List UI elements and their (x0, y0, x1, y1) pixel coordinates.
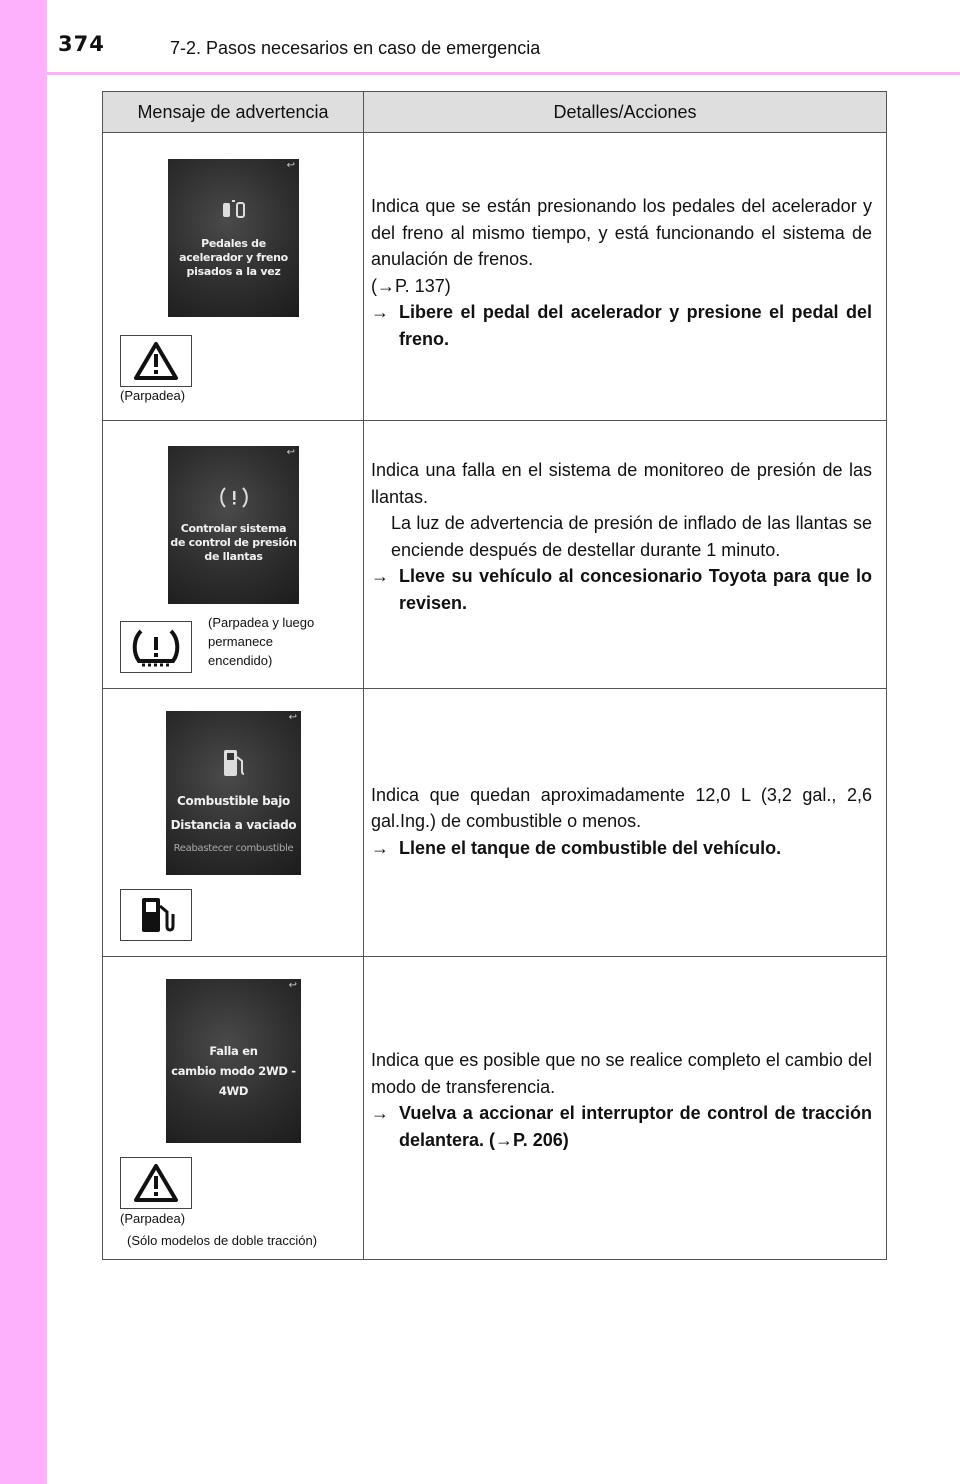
screen-line: Falla en (209, 1044, 258, 1058)
fuel-pump-icon (136, 894, 176, 936)
details-cell (364, 133, 887, 421)
description-note: La luz de advertencia de presión de inflado de las llantas se enciende después de destellar durante 1 minuto. (391, 513, 872, 560)
table-row (103, 957, 887, 1260)
screen-line: de control de presión (170, 536, 297, 549)
action-item (371, 835, 872, 862)
warning-lamp-box (120, 335, 192, 387)
warning-triangle-icon (133, 341, 179, 381)
lamp-note: (Parpadea y luego permanece encendido) (208, 615, 315, 668)
return-icon: ↩ (286, 160, 295, 171)
column-header-details: Detalles/Acciones (364, 92, 887, 133)
screen-line: cambio modo 2WD - 4WD (171, 1064, 296, 1098)
table-row (103, 421, 887, 689)
arrow-icon: → (371, 1103, 389, 1123)
description-text: Indica que se están presionando los pedales del acelerador y del freno al mismo tiempo, y está funcionando el sistema de anulación de frenos. (371, 196, 872, 269)
details-cell (364, 421, 887, 689)
details-cell (364, 689, 887, 957)
table-row (103, 133, 887, 421)
page-number: 374 (58, 32, 105, 56)
message-cell (103, 957, 364, 1260)
return-icon: ↩ (286, 447, 295, 458)
tire-pressure-icon (218, 484, 250, 512)
action-item (371, 563, 872, 616)
lamp-note: (Parpadea) (120, 388, 186, 403)
screen-line: Reabastecer combustible (173, 843, 294, 854)
screen-line: Combustible bajo (177, 794, 290, 808)
screen-line: Distancia a vaciado (170, 818, 297, 832)
arrow-icon: → (371, 302, 389, 322)
screen-line: pisados a la vez (186, 265, 281, 278)
details-cell (364, 957, 887, 1260)
pedals-icon (219, 197, 249, 225)
return-icon: ↩ (288, 712, 297, 723)
action-text: Vuelva a accionar el interruptor de control de tracción delantera. (→P. 206) (399, 1103, 872, 1150)
tire-pressure-lamp-box (120, 621, 192, 673)
display-screen-low-fuel (166, 711, 301, 875)
fuel-lamp-box (120, 889, 192, 941)
fuel-pump-icon (221, 747, 247, 779)
table-row (103, 689, 887, 957)
warning-triangle-icon (133, 1163, 179, 1203)
side-color-strip (0, 0, 47, 1484)
display-screen-pedals (168, 159, 299, 317)
action-text: Lleve su vehículo al concesionario Toyota para que lo revisen. (399, 566, 872, 613)
section-title: 7-2. Pasos necesarios en caso de emergencia (170, 38, 541, 58)
display-screen-tire-pressure (168, 446, 299, 604)
message-cell (103, 421, 364, 689)
arrow-icon: → (371, 837, 389, 858)
screen-line: de llantas (204, 550, 263, 563)
warning-lamp-box (120, 1157, 192, 1209)
display-screen-4wd (166, 979, 301, 1143)
message-cell (103, 689, 364, 957)
model-note: (Sólo modelos de doble tracción) (127, 1233, 318, 1248)
action-item (371, 1100, 872, 1153)
action-text: Llene el tanque de combustible del vehículo. (399, 837, 782, 858)
screen-line: Pedales de (201, 237, 266, 250)
return-icon: ↩ (288, 980, 297, 991)
action-item (371, 299, 872, 352)
table-header-row (103, 92, 887, 133)
description-text: Indica que quedan aproximadamente 12,0 L (3,2 gal., 2,6 gal.Ing.) de combustible o menos. (371, 784, 872, 832)
lamp-note: (Parpadea) (120, 1211, 186, 1226)
screen-line: Controlar sistema (180, 522, 287, 535)
description-text: Indica que es posible que no se realice completo el cambio del modo de transferencia. (371, 1050, 872, 1097)
header-rule (47, 72, 960, 75)
warning-table (102, 91, 887, 1260)
arrow-icon: → (371, 566, 389, 586)
message-cell (103, 133, 364, 421)
description-text: Indica una falla en el sistema de monitoreo de presión de las llantas. (371, 460, 872, 507)
screen-line: acelerador y freno (179, 251, 288, 264)
page-reference: (→P. 137) (371, 275, 451, 296)
column-header-message: Mensaje de advertencia (103, 92, 364, 133)
tire-pressure-icon (130, 627, 182, 667)
action-text: Libere el pedal del acelerador y presione el pedal del freno. (399, 302, 872, 349)
